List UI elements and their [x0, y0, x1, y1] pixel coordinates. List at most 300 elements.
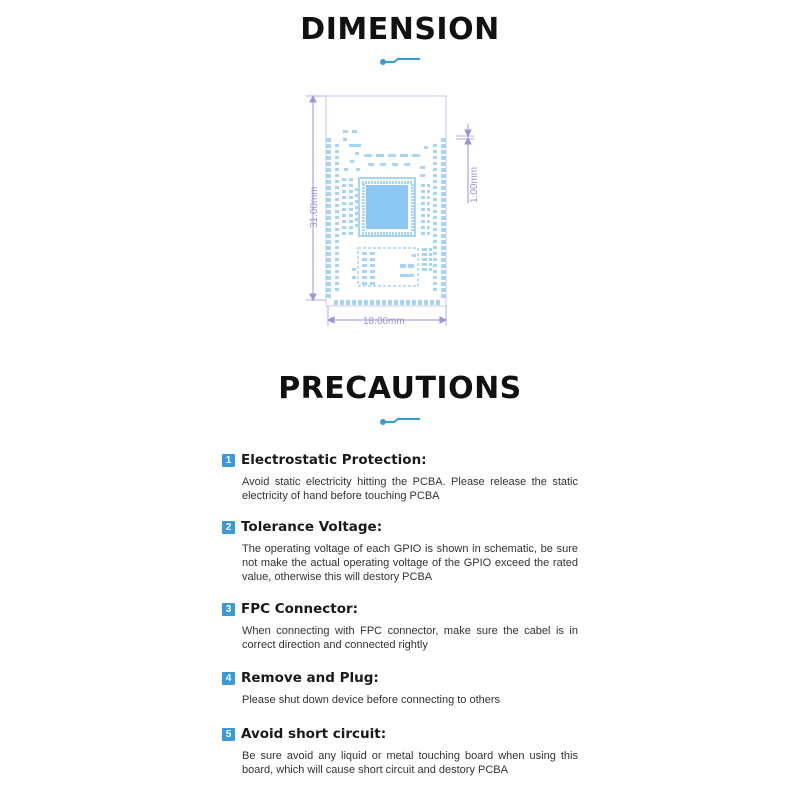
pad	[362, 184, 365, 186]
pad	[362, 217, 365, 219]
pad	[376, 300, 380, 305]
precaution-item	[222, 518, 582, 584]
pad	[427, 184, 430, 187]
width-label: 18.00mm	[363, 316, 405, 327]
precaution-item	[222, 451, 582, 503]
pad	[362, 196, 365, 198]
precaution-title: FPC Connector:	[241, 601, 359, 617]
pad	[441, 138, 446, 142]
pad	[411, 205, 414, 207]
pad	[433, 180, 437, 183]
pad	[356, 168, 360, 171]
pad	[344, 168, 348, 171]
pad	[441, 144, 446, 148]
pad	[400, 274, 414, 277]
pad	[326, 216, 331, 220]
pad	[433, 168, 437, 171]
pad	[411, 217, 414, 219]
pad	[411, 223, 414, 225]
precaution-item	[222, 725, 582, 777]
pad	[406, 300, 410, 305]
pad	[421, 202, 425, 205]
pad	[370, 258, 375, 261]
pad	[433, 192, 437, 195]
pad	[362, 181, 364, 184]
precaution-text: When connecting with FPC connector, make sure the cabel is in correct direction and connected rightly	[242, 625, 578, 651]
pad	[441, 228, 446, 232]
pad	[326, 234, 331, 238]
pad	[411, 226, 414, 228]
pad	[441, 258, 446, 262]
pad	[362, 205, 365, 207]
pad	[411, 199, 414, 201]
pad	[412, 154, 420, 157]
pad	[335, 186, 339, 189]
pad	[326, 240, 331, 244]
pad	[433, 234, 437, 237]
precautions-heading: PRECAUTIONS	[278, 371, 522, 406]
pad	[441, 246, 446, 250]
pad	[441, 252, 446, 256]
precaution-text: Please shut down device before connecting to others	[242, 694, 501, 706]
pad	[335, 192, 339, 195]
pad	[377, 232, 379, 235]
pad	[355, 206, 358, 209]
pad	[400, 264, 406, 268]
pad	[433, 252, 437, 255]
pad	[326, 246, 331, 250]
pad	[335, 198, 339, 201]
pad	[371, 181, 373, 184]
pad	[433, 216, 437, 219]
pad	[422, 263, 427, 266]
pad	[383, 181, 385, 184]
pad	[349, 226, 353, 229]
pad	[335, 222, 339, 225]
pad	[421, 226, 425, 229]
pad	[370, 270, 375, 273]
pad	[362, 220, 365, 222]
pad	[411, 208, 414, 210]
heading-divider-icon	[380, 58, 420, 66]
pad	[386, 232, 388, 235]
pad	[335, 252, 339, 255]
pad	[427, 214, 430, 217]
pad	[401, 232, 403, 235]
pad	[343, 130, 348, 133]
pad	[411, 193, 414, 195]
pad	[362, 226, 365, 228]
pad	[326, 198, 331, 202]
precaution-text: The operating voltage of each GPIO is shown in schematic, be sure not make the actual operating voltage of the GPIO exceed the rated value, otherwise this will destory PCBA	[242, 543, 578, 583]
pad	[342, 190, 346, 193]
pad	[433, 246, 437, 249]
pad	[441, 222, 446, 226]
pad	[362, 258, 367, 261]
pad	[365, 181, 367, 184]
pad	[411, 190, 414, 192]
pad	[326, 258, 331, 262]
pad	[422, 248, 427, 251]
pad	[342, 226, 346, 229]
pad	[326, 270, 331, 274]
pad	[368, 181, 370, 184]
pad	[398, 232, 400, 235]
pad	[368, 232, 370, 235]
precaution-title: Electrostatic Protection:	[241, 452, 427, 468]
pad	[342, 220, 346, 223]
pad	[441, 186, 446, 190]
pad	[335, 216, 339, 219]
pad	[326, 144, 331, 148]
pad	[420, 174, 425, 177]
number-badge: 3	[222, 603, 235, 616]
pad	[335, 240, 339, 243]
pad	[370, 252, 375, 255]
pad	[362, 193, 365, 195]
pad	[362, 199, 365, 201]
pad	[441, 234, 446, 238]
pad	[427, 190, 430, 193]
pad	[335, 270, 339, 273]
pad	[326, 288, 331, 292]
pad	[376, 154, 384, 157]
pad	[349, 190, 353, 193]
pad	[370, 300, 374, 305]
pad	[433, 150, 437, 153]
pad	[355, 194, 358, 197]
pad	[362, 229, 365, 231]
pad	[349, 208, 353, 211]
pad	[441, 276, 446, 280]
pad	[441, 168, 446, 172]
pad	[433, 240, 437, 243]
pad	[355, 224, 358, 227]
pad	[427, 202, 430, 205]
pad	[368, 163, 374, 166]
pad	[412, 254, 416, 257]
pad	[429, 258, 432, 261]
pad	[441, 294, 446, 298]
pad	[335, 246, 339, 249]
pad	[326, 180, 331, 184]
pad	[421, 214, 425, 217]
pad	[411, 211, 414, 213]
pad	[380, 232, 382, 235]
pad	[421, 220, 425, 223]
pad	[388, 154, 396, 157]
pad	[427, 232, 430, 235]
pad	[362, 214, 365, 216]
pitch-label: 1.00mm	[469, 166, 480, 203]
pad	[441, 270, 446, 274]
pad	[407, 181, 409, 184]
pad	[388, 300, 392, 305]
pad	[411, 202, 414, 204]
pad	[370, 276, 375, 279]
pad	[411, 220, 414, 222]
precaution-item	[222, 669, 582, 707]
pad	[350, 160, 354, 163]
pad	[424, 300, 428, 305]
pad	[441, 156, 446, 160]
pad	[392, 232, 394, 235]
pad	[422, 268, 427, 271]
precaution-title: Tolerance Voltage:	[241, 519, 383, 535]
pad	[326, 294, 331, 298]
pad	[335, 144, 339, 147]
pad	[326, 282, 331, 286]
pad	[441, 288, 446, 292]
pad	[362, 264, 367, 267]
pad	[342, 196, 346, 199]
pad	[342, 232, 346, 235]
pad	[386, 181, 388, 184]
module-dimension-diagram	[296, 88, 496, 330]
pad	[362, 190, 365, 192]
pad	[441, 198, 446, 202]
pad	[441, 174, 446, 178]
pad	[441, 162, 446, 166]
pad	[433, 282, 437, 285]
heading-divider-icon	[380, 418, 420, 426]
pad	[436, 300, 440, 305]
pad	[349, 214, 353, 217]
pad	[342, 208, 346, 211]
pad	[326, 252, 331, 256]
pad	[429, 248, 432, 251]
pad	[441, 282, 446, 286]
pad	[349, 232, 353, 235]
pad	[411, 196, 414, 198]
pad	[352, 268, 356, 271]
pad	[335, 276, 339, 279]
pad	[342, 178, 346, 181]
pad	[441, 240, 446, 244]
pad	[335, 180, 339, 183]
pad	[326, 210, 331, 214]
pad	[412, 300, 416, 305]
pad	[370, 264, 375, 267]
precaution-title: Avoid short circuit:	[241, 726, 387, 742]
pad	[352, 276, 356, 279]
pad	[349, 178, 353, 181]
pad	[326, 138, 331, 142]
pad	[420, 166, 425, 169]
pad	[433, 222, 437, 225]
pad	[342, 202, 346, 205]
pad	[326, 276, 331, 280]
pad	[362, 276, 367, 279]
pad	[335, 168, 339, 171]
pad	[389, 181, 391, 184]
pad	[427, 196, 430, 199]
pad	[389, 232, 391, 235]
pad	[334, 300, 338, 305]
pad	[335, 162, 339, 165]
pad	[346, 300, 350, 305]
pad	[364, 300, 368, 305]
pad	[326, 204, 331, 208]
pad	[421, 232, 425, 235]
pad	[342, 214, 346, 217]
pad	[352, 300, 356, 305]
pad	[340, 300, 344, 305]
pad	[358, 300, 362, 305]
pad	[335, 228, 339, 231]
pad	[371, 232, 373, 235]
pad	[326, 174, 331, 178]
pad	[362, 211, 365, 213]
pad	[408, 264, 414, 268]
pad	[326, 192, 331, 196]
pad	[355, 188, 358, 191]
dimension-heading: DIMENSION	[300, 12, 500, 47]
pad	[355, 152, 359, 155]
pad	[441, 210, 446, 214]
pad	[421, 184, 425, 187]
pad	[365, 232, 367, 235]
pad	[335, 288, 339, 291]
pad	[377, 181, 379, 184]
pad	[395, 181, 397, 184]
pad	[335, 258, 339, 261]
pad	[362, 232, 364, 235]
pad	[433, 186, 437, 189]
pad	[362, 223, 365, 225]
number-badge: 4	[222, 672, 235, 685]
pad	[349, 144, 361, 147]
pad	[441, 180, 446, 184]
pad	[326, 228, 331, 232]
pad	[392, 181, 394, 184]
pad	[429, 263, 432, 266]
pad	[429, 268, 432, 271]
pad	[326, 150, 331, 154]
pad	[335, 264, 339, 267]
pad	[441, 192, 446, 196]
pad	[355, 212, 358, 215]
pad	[411, 184, 414, 186]
pad	[362, 187, 365, 189]
pad	[326, 162, 331, 166]
pad	[400, 154, 408, 157]
pad	[355, 218, 358, 221]
pad	[427, 208, 430, 211]
pad	[430, 300, 434, 305]
number-badge: 1	[222, 454, 235, 467]
pad	[342, 184, 346, 187]
pad	[424, 146, 428, 149]
pad	[349, 196, 353, 199]
pad	[429, 253, 432, 256]
pad	[441, 216, 446, 220]
precaution-title: Remove and Plug:	[241, 670, 379, 686]
pad	[374, 181, 376, 184]
pad	[335, 234, 339, 237]
pad	[364, 154, 372, 157]
pad	[335, 174, 339, 177]
pad	[362, 270, 367, 273]
pad	[362, 208, 365, 210]
pad	[335, 204, 339, 207]
pad	[400, 300, 404, 305]
pad	[362, 282, 367, 285]
pad	[433, 144, 437, 147]
height-label: 31.00mm	[309, 186, 320, 228]
pad	[362, 202, 365, 204]
pad	[433, 264, 437, 267]
number-badge: 2	[222, 521, 235, 534]
pad	[433, 270, 437, 273]
pad	[335, 282, 339, 285]
pad	[421, 208, 425, 211]
precaution-text: Avoid static electricity hitting the PCBA. Please release the static electricity of hand before touching PCBA	[242, 476, 578, 502]
pad	[349, 184, 353, 187]
pad	[343, 138, 347, 141]
pad	[395, 232, 397, 235]
pad	[401, 181, 403, 184]
pad	[433, 288, 437, 291]
pad	[411, 214, 414, 216]
pad	[433, 174, 437, 177]
pad	[326, 264, 331, 268]
pad	[335, 210, 339, 213]
pad	[382, 300, 386, 305]
pad	[326, 168, 331, 172]
pad	[398, 181, 400, 184]
pad	[362, 252, 367, 255]
pad	[392, 163, 398, 166]
pad	[404, 181, 406, 184]
pad	[433, 210, 437, 213]
pad	[349, 202, 353, 205]
pad	[355, 200, 358, 203]
pad	[422, 258, 427, 261]
precaution-text: Be sure avoid any liquid or metal touching board when using this board, which will cause short circuit and destory PCBA	[242, 750, 578, 776]
pad	[411, 229, 414, 231]
pad	[370, 282, 375, 285]
pad	[326, 186, 331, 190]
pad	[427, 220, 430, 223]
pad	[441, 264, 446, 268]
pad	[411, 187, 414, 189]
pad	[422, 253, 427, 256]
pad	[352, 130, 357, 133]
pad	[433, 228, 437, 231]
pad	[380, 163, 386, 166]
pad	[421, 196, 425, 199]
pad	[433, 276, 437, 279]
pad	[441, 150, 446, 154]
pad	[421, 190, 425, 193]
pad	[326, 222, 331, 226]
pad	[410, 232, 412, 235]
pad	[433, 162, 437, 165]
pad	[394, 300, 398, 305]
pad	[349, 220, 353, 223]
pad	[335, 156, 339, 159]
mcu-chip	[366, 185, 408, 229]
pad	[380, 181, 382, 184]
pad	[374, 232, 376, 235]
pad	[326, 156, 331, 160]
pad	[404, 163, 410, 166]
pad	[404, 232, 406, 235]
number-badge: 5	[222, 728, 235, 741]
pad	[427, 226, 430, 229]
pad	[410, 181, 412, 184]
